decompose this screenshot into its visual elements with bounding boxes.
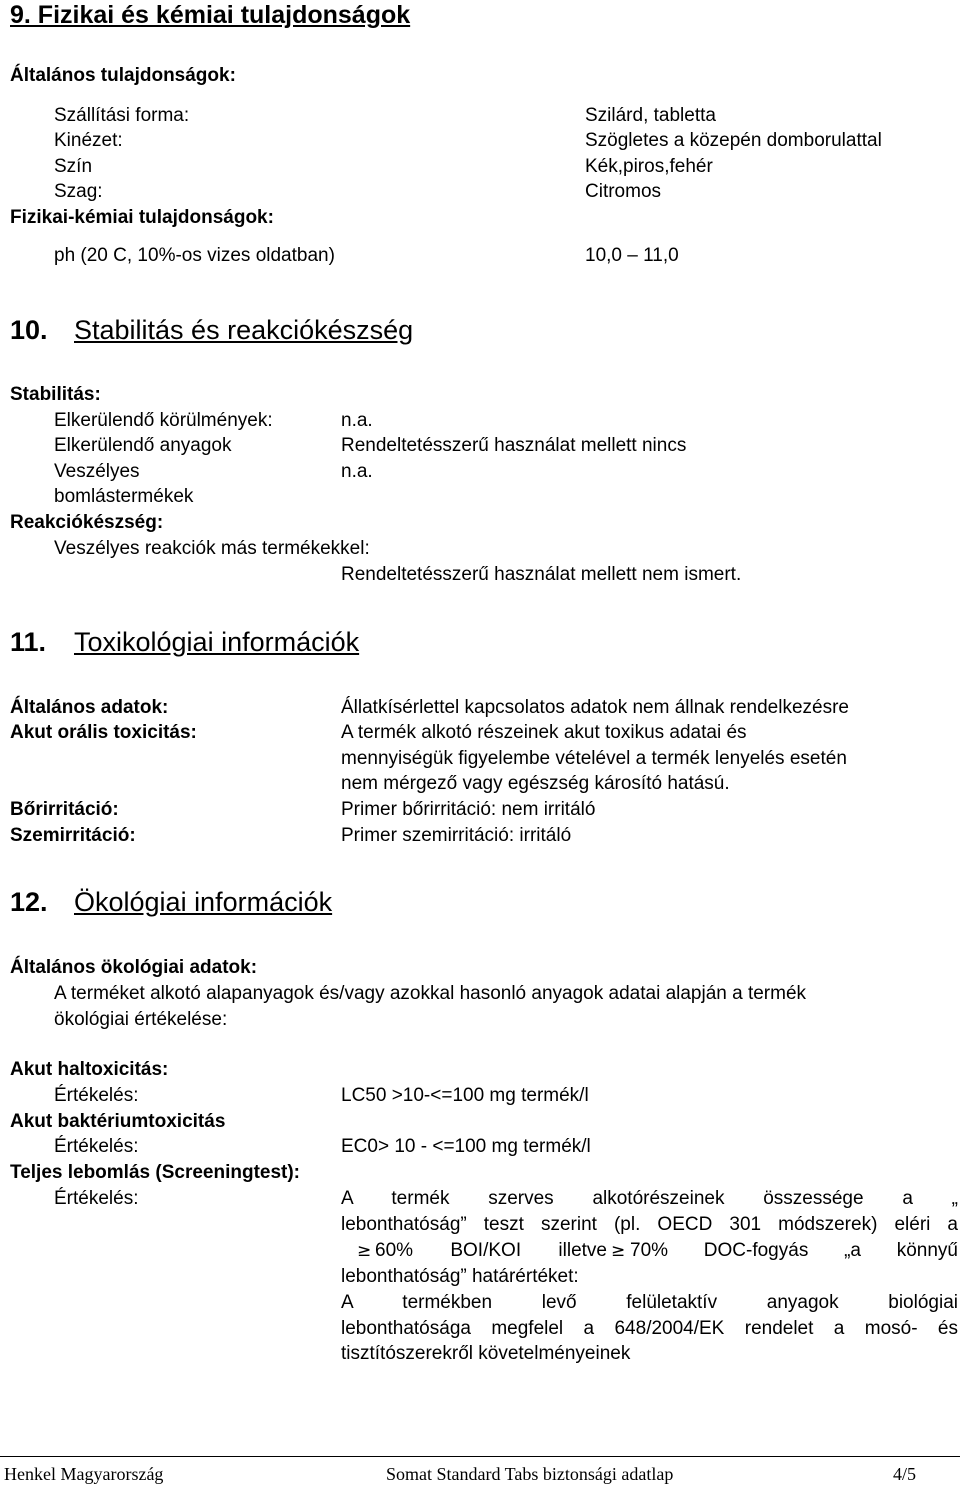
degradation-eval-label: Értékelés: [54,1188,139,1209]
oral-toxicity-label: Akut orális toxicitás: [10,722,197,743]
footer-document: Somat Standard Tabs biztonsági adatlap [386,1464,674,1484]
bacteria-toxicity-label: Akut baktériumtoxicitás [10,1111,226,1132]
section-9-heading [10,0,410,30]
section-12-title: Ökológiai információk [74,887,333,917]
ph-value: 10,0 – 11,0 [585,245,679,266]
skin-irritation-label: Bőrirritáció: [10,799,119,820]
degradation-line: A termékben levő felületaktív anyagok biológiai [341,1292,958,1313]
bacteria-eval-label: Értékelés: [54,1136,139,1157]
footer-company: Henkel Magyarország [4,1464,164,1484]
eco-general-label: Általános ökológiai adatok: [10,957,258,978]
avoid-conditions-value: n.a. [341,410,373,431]
reactivity-label: Reakciókészség: [10,512,164,533]
section-10-title: Stabilitás és reakciókészség [74,315,414,345]
boi-koi-text: 60% BOI/KOI illetve [375,1240,607,1261]
section-11-title: Toxikológiai információk [74,627,360,657]
oral-toxicity-line: mennyiségük figyelembe vételével a termék lenyelés esetén [341,748,847,769]
oral-toxicity-line: A termék alkotó részeinek akut toxikus adatai és [341,722,747,743]
transport-form-label: Szállítási forma: [54,105,190,126]
color-value: Kék,piros,fehér [585,156,713,177]
transport-form-value: Szilárd, tabletta [585,105,716,126]
eco-general-line: ökológiai értékelése: [54,1009,228,1030]
decomposition-value: n.a. [341,461,373,482]
tox-general-value: Állatkísérlettel kapcsolatos adatok nem állnak rendelkezésre [341,697,849,718]
section-10-number: 10. [10,315,48,345]
odor-label: Szag: [54,181,103,202]
degradation-label: Teljes lebomlás (Screeningtest): [10,1162,301,1183]
appearance-value: Szögletes a közepén domborulattal [585,130,882,151]
section-10-heading [10,314,510,346]
fish-eval-label: Értékelés: [54,1085,139,1106]
footer-divider [0,1456,960,1457]
section-12-number: 12. [10,887,48,917]
degradation-line: A termék szerves alkotórészeinek összessége a „ [341,1188,958,1209]
degradation-line: lebonthatósága megfelel a 648/2004/EK rendelet a mosó- és [341,1318,958,1339]
fish-toxicity-label: Akut haltoxicitás: [10,1059,169,1080]
ph-label: ph (20 C, 10%-os vizes oldatban) [54,245,335,266]
bacteria-eval-value: EC0> 10 - <=100 mg termék/l [341,1136,591,1157]
avoid-materials-label: Elkerülendő anyagok [54,435,232,456]
stability-label: Stabilitás: [10,384,101,405]
section-11-heading [10,626,510,658]
tox-general-label: Általános adatok: [10,697,169,718]
general-properties-label: Általános tulajdonságok: [10,65,236,86]
degradation-line: lebonthatóság” teszt szerint (pl. OECD 301 módszerek) eléri a [341,1214,958,1235]
degradation-line: lebonthatóság” határértéket: [341,1266,579,1287]
section-9-heading-text: 9. Fizikai és kémiai tulajdonságok [10,1,411,29]
oral-toxicity-line: nem mérgező vagy egészség károsító hatású. [341,773,730,794]
degradation-line: tisztítószerekről követelményeinek [341,1343,631,1364]
eye-irritation-label: Szemirritáció: [10,825,136,846]
section-12-heading [10,886,510,918]
eye-irritation-value: Primer szemirritáció: irritáló [341,825,572,846]
color-label: Szín [54,156,93,177]
greater-equal-symbol: ≥ [611,1241,626,1261]
avoid-conditions-label: Elkerülendő körülmények: [54,410,273,431]
odor-value: Citromos [585,181,662,202]
greater-equal-symbol: ≥ [357,1241,372,1261]
avoid-materials-value: Rendeltetésszerű használat mellett nincs [341,435,687,456]
dangerous-reactions-value: Rendeltetésszerű használat mellett nem ismert. [341,564,742,585]
eco-general-line: A terméket alkotó alapanyagok és/vagy azokkal hasonló anyagok adatai alapján a termék [54,983,807,1004]
decomposition-label-2: bomlástermékek [54,486,194,507]
decomposition-label: Veszélyes [54,461,140,482]
doc-text: 70% DOC-fogyás „a könnyű [630,1240,958,1261]
dangerous-reactions-label: Veszélyes reakciók más termékekkel: [54,538,370,559]
skin-irritation-value: Primer bőrirritáció: nem irritáló [341,799,596,820]
section-11-number: 11. [10,627,47,657]
fish-eval-value: LC50 >10-<=100 mg termék/l [341,1085,589,1106]
physchem-label: Fizikai-kémiai tulajdonságok: [10,207,274,228]
footer-page-number: 4/5 [893,1464,917,1484]
appearance-label: Kinézet: [54,130,123,151]
